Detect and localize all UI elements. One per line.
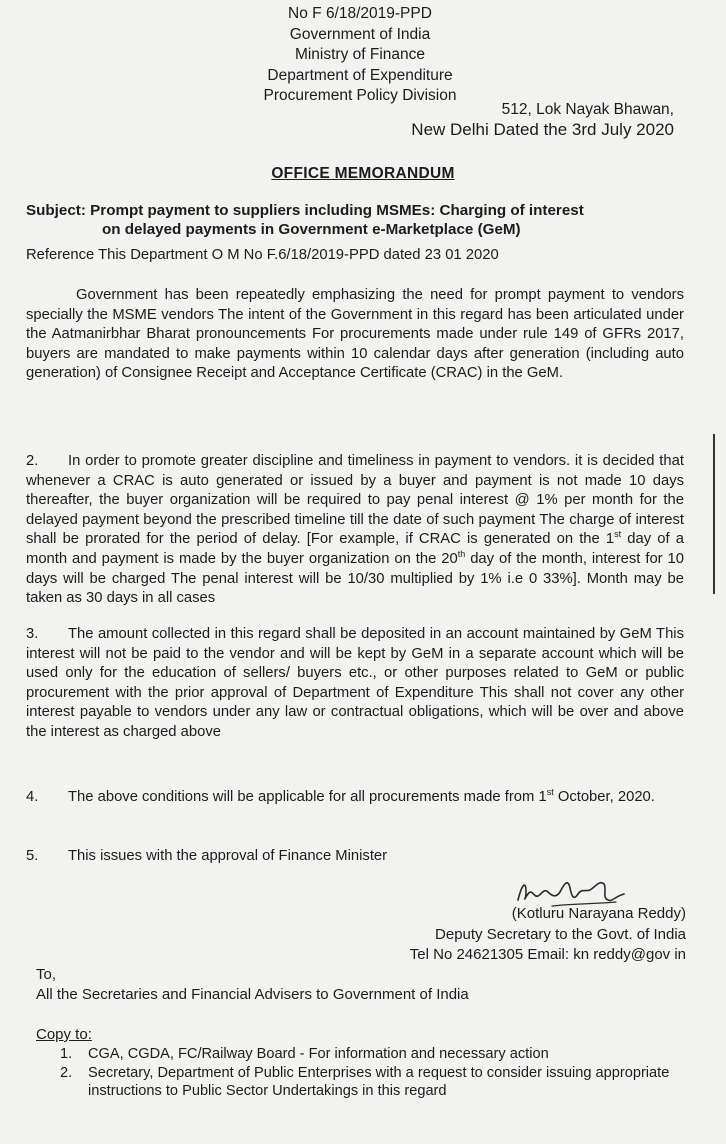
- paragraph-4: [26, 788, 684, 808]
- paragraph-4-number: 4.: [26, 789, 39, 805]
- subject-block: [26, 201, 682, 239]
- signatory-contact: Tel No 24621305 Email: kn reddy@gov in: [409, 946, 686, 963]
- office-address: 512, Lok Nayak Bhawan,: [501, 101, 674, 118]
- list-item-number: 2.: [60, 1064, 73, 1081]
- ministry-name: Ministry of Finance: [294, 46, 426, 63]
- government-name: Government of India: [289, 25, 431, 43]
- superscript-st: st: [614, 529, 622, 540]
- list-item-text: CGA, CGDA, FC/Railway Board - For information and necessary action: [88, 1046, 549, 1062]
- paragraph-4-text-b: October, 2020.: [553, 789, 655, 805]
- paragraph-3-number: 3.: [26, 626, 39, 642]
- file-number: No F 6/18/2019-PPD: [288, 5, 432, 22]
- paragraph-2-text-b: day of a month and payment is made by the buyer organization on the 20: [26, 531, 684, 567]
- paragraph-2-text-a: In order to promote greater discipline and timeliness in payment to vendors. it is decided that whenever a CRAC is auto generated or issued by a buyer and payment is not made 10 days thereafter, the buyer organization will be required to pay penal interest @ 1% per month for the delayed payment beyond the prescribed timeline till the date of such payment The charge of interest shall be prorated for the period of delay. [For example, if CRAC is generated on the 1: [26, 453, 684, 548]
- reference-line: [26, 246, 682, 265]
- paragraph-3-text: The amount collected in this regard shall be deposited in an account maintained by GeM This interest will not be paid to the vendor and will be kept by GeM in a separate account which will be used only for the education of sellers/ buyers etc., or other purposes related to GeM or public procurement with the prior approval of Department of Expenditure This shall not cover any other interest payable to vendors under any law or contractual obligations, which will be over and above the interest as charged above: [26, 626, 684, 740]
- subject-label: Subject:: [26, 202, 86, 219]
- address-block: [411, 100, 674, 140]
- subject-text-line1: Prompt payment to suppliers including MSMEs: Charging of interest: [90, 202, 584, 219]
- paragraph-2-text-c: day of the month, interest for 10 days will be charged The penal interest will be 10/30 multiplied by 1% i.e 0 33%]. Month may be taken as 30 days in all cases: [26, 550, 684, 607]
- division-name: Procurement Policy Division: [263, 87, 457, 104]
- signatory-block: [410, 904, 686, 966]
- to-label: To,: [36, 966, 57, 983]
- paragraph-1: Government has been repeatedly emphasizing the need for prompt payment to vendors specially the MSME vendors The intent of the Government in this regard has been articulated under the Aatmanirbhar Bharat pronouncements For procurements made under rule 149 of GFRs 2017, buyers are mandated to make payments within 10 calendar days after generation (including auto generation) of Consignee Receipt and Acceptance Certificate (CRAC) in the GeM.: [26, 287, 684, 382]
- to-recipients: All the Secretaries and Financial Advisers to Government of India: [36, 986, 469, 1003]
- document-title: OFFICE MEMORANDUM: [271, 165, 455, 182]
- list-item-number: 1.: [60, 1046, 73, 1062]
- margin-mark: [713, 434, 715, 594]
- list-item-text: Secretary, Department of Public Enterprises with a request to consider issuing appropriate instructions to Public Sector Undertakings in this regard: [88, 1064, 670, 1100]
- list-item: [60, 1064, 690, 1101]
- department-name: Department of Expenditure: [267, 66, 453, 84]
- paragraph-5: [26, 847, 684, 867]
- signatory-name: (Kotluru Narayana Reddy): [511, 905, 686, 922]
- paragraph-5-number: 5.: [26, 848, 39, 864]
- superscript-st: st: [546, 787, 554, 798]
- paragraph-4-text: The above conditions will be applicable for all procurements made from 1: [68, 789, 547, 805]
- paragraph-5-text: This issues with the approval of Finance Minister: [68, 848, 388, 864]
- superscript-th: th: [457, 549, 466, 560]
- subject-text-line2: on delayed payments in Government e-Marketplace (GeM): [102, 221, 521, 238]
- reference-text: This Department O M No F.6/18/2019-PPD dated 23 01 2020: [98, 247, 499, 263]
- signatory-designation: Deputy Secretary to the Govt. of India: [435, 925, 686, 943]
- paragraph-3: [26, 625, 684, 743]
- paragraph-2: [26, 452, 684, 609]
- list-item: [60, 1045, 690, 1064]
- copy-to-label: Copy to:: [36, 1026, 92, 1043]
- addressee-block: [36, 965, 469, 1005]
- letterhead: [200, 4, 520, 107]
- copy-to-list: [60, 1045, 690, 1101]
- paragraph-2-number: 2.: [26, 453, 39, 469]
- reference-label: Reference: [26, 247, 95, 263]
- place-and-date: New Delhi Dated the 3rd July 2020: [411, 120, 674, 139]
